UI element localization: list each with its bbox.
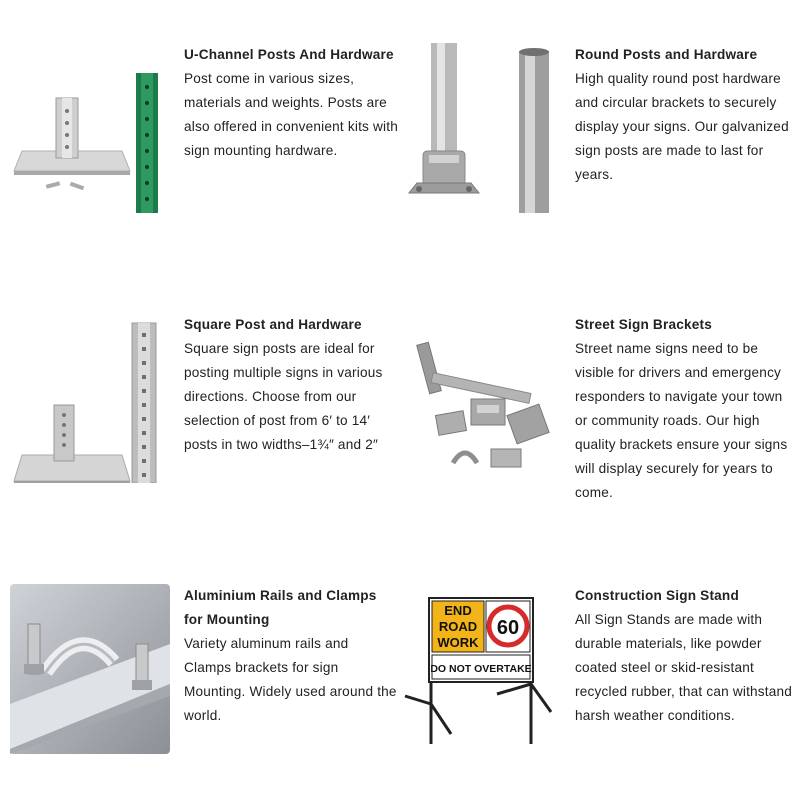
product-description: Street name signs need to be visible for drivers and emergency responders to navigate your town or community roads. Our high quality brackets ensure your signs will display securely for years to come. (575, 341, 788, 500)
speed-limit-number: 60 (496, 617, 520, 639)
u-channel-post-image[interactable] (10, 43, 170, 213)
product-title[interactable]: Aluminium Rails and Clamps for Mounting (184, 588, 377, 627)
product-card-street-sign-brackets[interactable] (391, 313, 791, 513)
construction-sign-stand-image[interactable] (401, 584, 561, 754)
aluminium-rail-clamp-image[interactable] (10, 584, 170, 754)
product-title[interactable]: Round Posts and Hardware (575, 47, 758, 62)
product-description: Square sign posts are ideal for posting multiple signs in various directions. Choose from our selection of post from 6′ to 14′ posts in two widths–1¾″ and 2″ (184, 341, 383, 452)
sign-text-end: END (444, 603, 472, 618)
sign-text-road: ROAD (438, 619, 478, 634)
product-card-construction-sign-stand[interactable] (391, 584, 791, 784)
product-title[interactable]: Square Post and Hardware (184, 317, 362, 332)
round-post-image[interactable] (401, 43, 561, 213)
product-description: Variety aluminum rails and Clamps brackets for sign Mounting. Widely used around the world. (184, 636, 397, 723)
square-post-image[interactable] (10, 313, 170, 483)
product-description: Post come in various sizes, materials and weights. Posts are also offered in convenient kits with sign mounting hardware. (184, 71, 398, 158)
product-card-round-posts[interactable] (391, 43, 791, 243)
product-title[interactable]: Construction Sign Stand (575, 588, 739, 603)
sign-banner-text: DO NOT OVERTAKE (430, 663, 532, 675)
sign-text-work: WORK (437, 635, 479, 650)
product-card-aluminium-rails[interactable] (0, 584, 400, 784)
product-title[interactable]: U-Channel Posts And Hardware (184, 47, 394, 62)
product-title[interactable]: Street Sign Brackets (575, 317, 712, 332)
product-description: High quality round post hardware and circular brackets to securely display your signs. Our galvanized sign posts are made to last for years. (575, 71, 789, 182)
product-card-u-channel[interactable] (0, 43, 400, 243)
street-sign-brackets-image[interactable] (401, 313, 561, 483)
product-description: All Sign Stands are made with durable materials, like powder coated steel or skid-resistant recycled rubber, that can withstand harsh weather conditions. (575, 612, 793, 723)
product-card-square-post[interactable] (0, 313, 400, 513)
